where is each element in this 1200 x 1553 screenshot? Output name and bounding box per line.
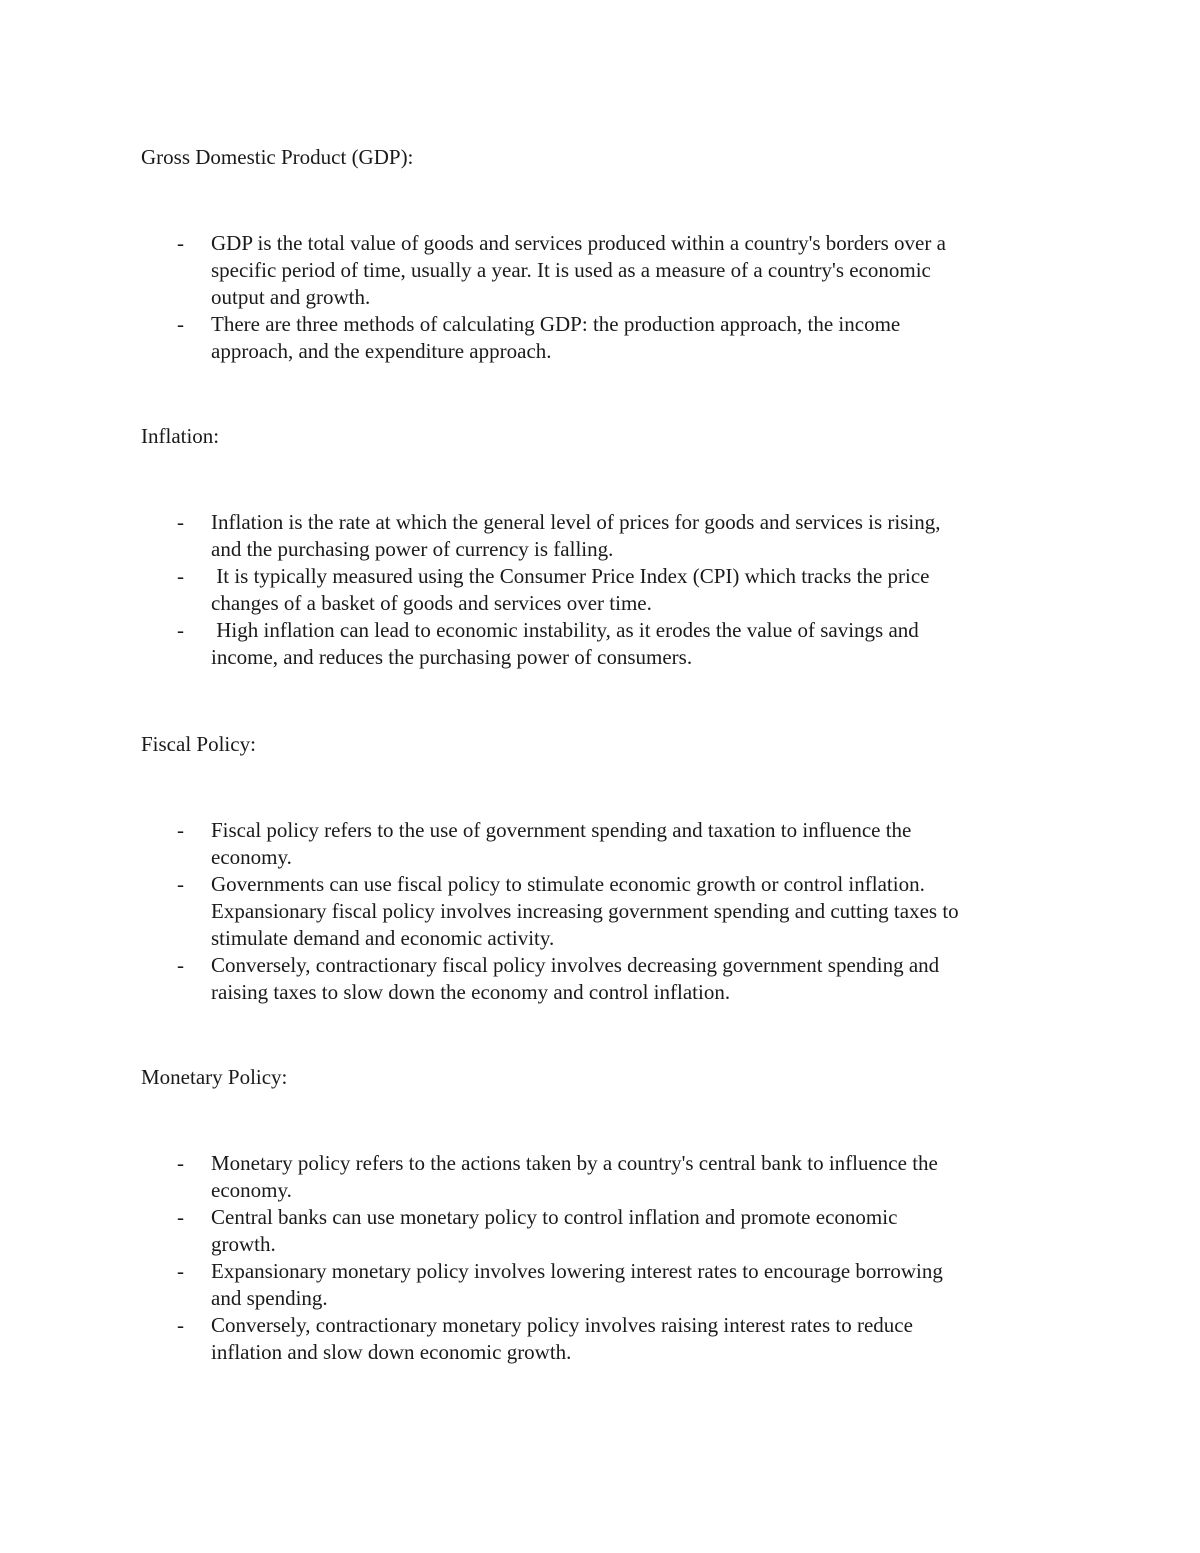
bullet-dash: - <box>177 1259 184 1283</box>
section-inflation <box>141 423 1061 671</box>
list-item: - There are three methods of calculating GDP: the production approach, the income approach, and the expenditure approach. <box>177 312 901 363</box>
section-fiscal-policy <box>141 731 1061 1006</box>
section-heading: Fiscal Policy: <box>141 732 256 756</box>
bullet-dash: - <box>177 1151 184 1175</box>
bullet-dash: - <box>177 1313 184 1337</box>
list-item: - Conversely, contractionary fiscal policy involves decreasing government spending and raising taxes to slow down the economy and control inflation. <box>177 953 940 1004</box>
list-item: - GDP is the total value of goods and services produced within a country's borders over a specific period of time, usually a year. It is used as a measure of a country's economic output and growth. <box>177 231 946 309</box>
bullet-dash: - <box>177 1205 184 1229</box>
bullet-list <box>141 1150 1061 1366</box>
bullet-dash: - <box>177 953 184 977</box>
bullet-dash: - <box>177 564 184 588</box>
list-item: - Inflation is the rate at which the general level of prices for goods and services is rising, and the purchasing power of currency is falling. <box>177 510 941 561</box>
bullet-list <box>141 817 1061 1006</box>
list-item: - Fiscal policy refers to the use of government spending and taxation to influence the economy. <box>177 818 912 869</box>
list-item: - It is typically measured using the Consumer Price Index (CPI) which tracks the price changes of a basket of goods and services over time. <box>177 564 930 615</box>
list-item: - Expansionary monetary policy involves lowering interest rates to encourage borrowing and spending. <box>177 1259 943 1310</box>
section-heading: Gross Domestic Product (GDP): <box>141 145 414 169</box>
list-item: - Monetary policy refers to the actions taken by a country's central bank to influence the economy. <box>177 1151 938 1202</box>
section-heading: Inflation: <box>141 424 220 448</box>
list-item: - Central banks can use monetary policy to control inflation and promote economic growth. <box>177 1205 898 1256</box>
bullet-dash: - <box>177 312 184 336</box>
bullet-dash: - <box>177 818 184 842</box>
bullet-dash: - <box>177 618 184 642</box>
bullet-list <box>141 230 1061 365</box>
bullet-dash: - <box>177 872 184 896</box>
list-item: - Conversely, contractionary monetary policy involves raising interest rates to reduce inflation and slow down economic growth. <box>177 1313 913 1364</box>
list-item: - Governments can use fiscal policy to stimulate economic growth or control inflation. Expansionary fiscal policy involves increasing government spending and cutting taxes to stimulate demand and economic activity. <box>177 872 959 950</box>
section-monetary-policy <box>141 1064 1061 1366</box>
section-gdp <box>141 144 1061 365</box>
list-item: - High inflation can lead to economic instability, as it erodes the value of savings and income, and reduces the purchasing power of consumers. <box>177 618 919 669</box>
bullet-dash: - <box>177 231 184 255</box>
section-heading: Monetary Policy: <box>141 1065 288 1089</box>
bullet-list <box>141 509 1061 671</box>
bullet-dash: - <box>177 510 184 534</box>
